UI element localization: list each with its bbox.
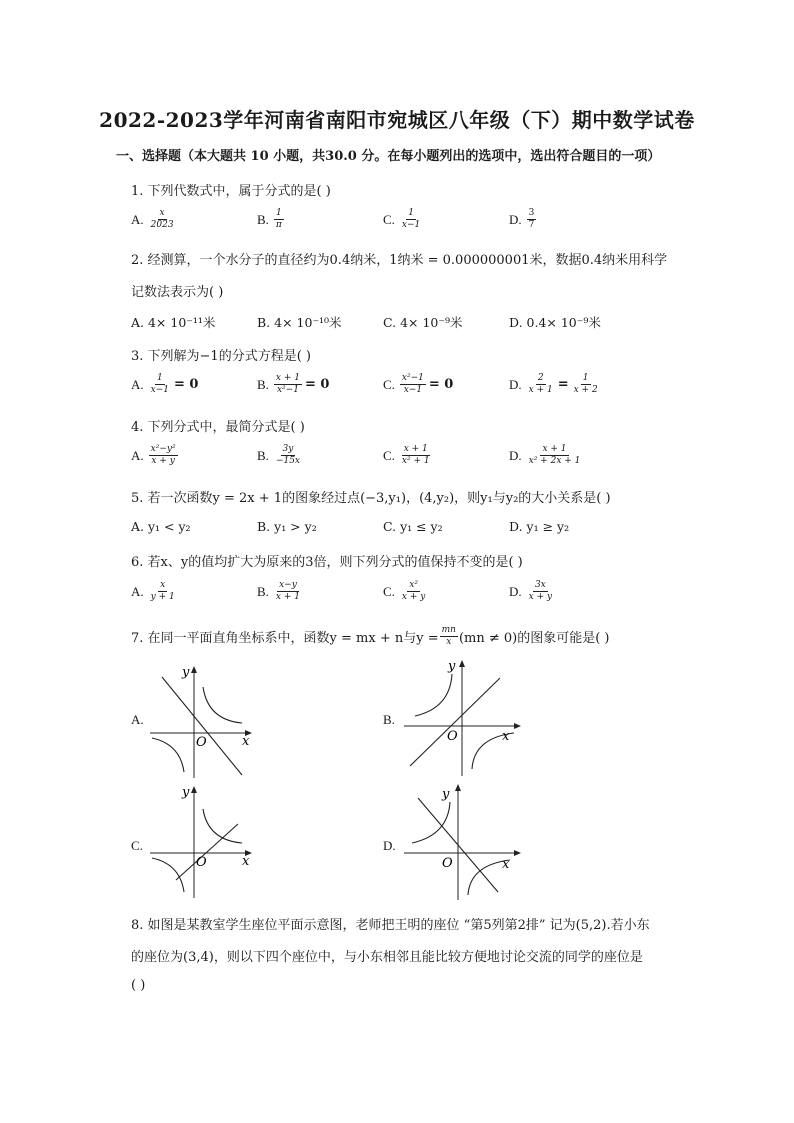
equation-rhs: = 0 bbox=[305, 377, 330, 393]
q5-stem: 5. 若一次函数y = 2x + 1的图象经过点(−3,y₁)，(4,y₂)，则y₁与y₂的大小关系是( ) bbox=[131, 491, 611, 506]
q7-graph-b bbox=[400, 656, 525, 778]
q7-graph-c bbox=[146, 782, 256, 900]
q8-line2: 的座位为(3,4)，则以下四个座位中，与小东相邻且能比较方便地讨论交流的同学的座位是 bbox=[131, 950, 643, 965]
axis-x-label: x bbox=[502, 857, 510, 872]
origin-label: O bbox=[447, 729, 458, 744]
q3-option-b bbox=[257, 374, 329, 396]
equals-sign: = bbox=[557, 377, 569, 393]
q7-graph-a bbox=[146, 662, 256, 780]
fraction: $\frac{x + 1}{\text{x² + 2x + 1}}$ bbox=[528, 444, 581, 467]
exam-title: 2022-2023学年河南省南阳市宛城区八年级（下）期中数学试卷 bbox=[99, 108, 695, 132]
option-label: B. bbox=[257, 376, 269, 392]
q7-label-b: B. bbox=[383, 712, 395, 727]
fraction: $\frac{x + 1}{\text{x² + 1}}$ bbox=[401, 444, 430, 467]
q4-stem: 4. 下列分式中，最简分式是( ) bbox=[131, 420, 305, 435]
q3-option-c bbox=[383, 374, 453, 396]
q1-option-b bbox=[257, 209, 284, 231]
q1-option-d bbox=[509, 209, 536, 231]
q1-option-c bbox=[383, 209, 422, 231]
origin-label: O bbox=[442, 856, 453, 871]
fraction: $\frac{1}{\pi}$ bbox=[275, 208, 282, 231]
axis-y-label: y bbox=[442, 787, 450, 802]
q2-option-d: D. 0.4× 10⁻⁹米 bbox=[509, 315, 601, 330]
q7-graph-d bbox=[400, 780, 525, 902]
option-label: C. bbox=[383, 583, 395, 599]
fraction: $\frac{1}{x + 2}$ bbox=[573, 373, 598, 396]
q5-option-d: D. y₁ ≥ y₂ bbox=[509, 519, 570, 534]
option-label: C. bbox=[383, 211, 395, 227]
q7-stem-b: (mn ≠ 0)的图象可能是( ) bbox=[458, 631, 610, 647]
q2-option-b: B. 4× 10⁻¹⁰米 bbox=[257, 315, 342, 330]
option-label: C. bbox=[383, 376, 395, 392]
q2-option-a: A. 4× 10⁻¹¹米 bbox=[131, 315, 216, 330]
q6-stem: 6. 若x、y的值均扩大为原来的3倍，则下列分式的值保持不变的是( ) bbox=[131, 555, 523, 570]
fraction: $\frac{\text{x²−y²}}{x + y}$ bbox=[150, 444, 176, 467]
q5-option-c: C. y₁ ≤ y₂ bbox=[383, 519, 443, 534]
q7-label-d: D. bbox=[383, 838, 396, 853]
equation-rhs: = 0 bbox=[428, 377, 454, 393]
fraction: $\frac{x}{y + 1}$ bbox=[150, 580, 175, 603]
q5-option-b: B. y₁ > y₂ bbox=[257, 519, 317, 534]
fraction: $\frac{x}{2023}$ bbox=[150, 208, 174, 231]
axis-x-label: x bbox=[502, 729, 510, 744]
option-label: C. bbox=[383, 447, 395, 463]
q6-option-d bbox=[509, 581, 554, 603]
axis-y-label: y bbox=[182, 785, 190, 800]
fraction: $\frac{x + 1}{\text{x²−1}}$ bbox=[275, 373, 300, 396]
q4-option-b bbox=[257, 445, 302, 467]
option-label: A. bbox=[131, 583, 144, 599]
axis-y-label: y bbox=[182, 665, 190, 680]
option-label: A. bbox=[131, 211, 144, 227]
q8-line1: 8. 如图是某教室学生座位平面示意图，老师把王明的座位 “第5列第2排” 记为(5,2).若小东 bbox=[131, 918, 650, 933]
option-label: B. bbox=[257, 211, 269, 227]
fraction: $\frac{x-y}{x + 1}$ bbox=[275, 580, 300, 603]
q6-option-b bbox=[257, 581, 302, 603]
option-label: A. bbox=[131, 376, 144, 392]
option-label: B. bbox=[257, 447, 269, 463]
q5-option-a: A. y₁ < y₂ bbox=[131, 519, 191, 534]
option-label: B. bbox=[257, 583, 269, 599]
q6-option-a bbox=[131, 581, 177, 603]
fraction: $\frac{1}{x-1}$ bbox=[150, 373, 169, 396]
option-label: D. bbox=[509, 583, 522, 599]
fraction: $\frac{2}{x + 1}$ bbox=[528, 373, 553, 396]
q7-label-c: C. bbox=[131, 838, 143, 853]
q7-stem-a: 7. 在同一平面直角坐标系中，函数y = mx + n与y = bbox=[131, 631, 439, 647]
q8-line3: ( ) bbox=[131, 978, 146, 993]
q6-option-c bbox=[383, 581, 427, 603]
q7-label-a: A. bbox=[131, 712, 144, 727]
origin-label: O bbox=[196, 735, 207, 750]
axis-y-label: y bbox=[448, 659, 456, 674]
axis-x-label: x bbox=[242, 854, 250, 869]
fraction: $\frac{3}{7}$ bbox=[528, 208, 535, 231]
equation-rhs: = 0 bbox=[173, 377, 199, 393]
q3-option-a bbox=[131, 374, 198, 396]
q1-option-a bbox=[131, 209, 176, 231]
section-heading: 一、选择题（本大题共 10 小题，共30.0 分。在每小题列出的选项中，选出符合题目的一项） bbox=[116, 149, 661, 164]
fraction: $\frac{3y}{-15x}$ bbox=[275, 444, 300, 467]
fraction: $\frac{\text{x²−1}}{x-1}$ bbox=[401, 373, 424, 396]
fraction: $\frac{3x}{x + y}$ bbox=[528, 580, 553, 603]
option-label: D. bbox=[509, 447, 522, 463]
q4-option-d bbox=[509, 445, 582, 467]
origin-label: O bbox=[196, 855, 207, 870]
q4-option-c bbox=[383, 445, 432, 467]
q2-stem-line1: 2. 经测算，一个水分子的直径约为0.4纳米，1纳米 = 0.000000001米，数据0.4纳米用科学 bbox=[131, 253, 668, 268]
q7-stem bbox=[131, 626, 610, 648]
q3-option-d bbox=[509, 374, 600, 396]
fraction: $\frac{1}{x-1}$ bbox=[401, 208, 421, 231]
q1-stem: 1. 下列代数式中，属于分式的是( ) bbox=[131, 184, 331, 199]
option-label: D. bbox=[509, 211, 522, 227]
option-label: D. bbox=[509, 376, 522, 392]
q3-stem: 3. 下列解为−1的分式方程是( ) bbox=[131, 349, 311, 364]
q4-option-a bbox=[131, 445, 178, 467]
q2-stem-line2: 记数法表示为( ) bbox=[131, 285, 224, 300]
axis-x-label: x bbox=[242, 734, 250, 749]
fraction: $\frac{\text{x²}}{x + y}$ bbox=[401, 580, 426, 603]
q2-option-c: C. 4× 10⁻⁹米 bbox=[383, 315, 463, 330]
option-label: A. bbox=[131, 447, 144, 463]
fraction: $\frac{mn}{x}$ bbox=[441, 625, 456, 648]
